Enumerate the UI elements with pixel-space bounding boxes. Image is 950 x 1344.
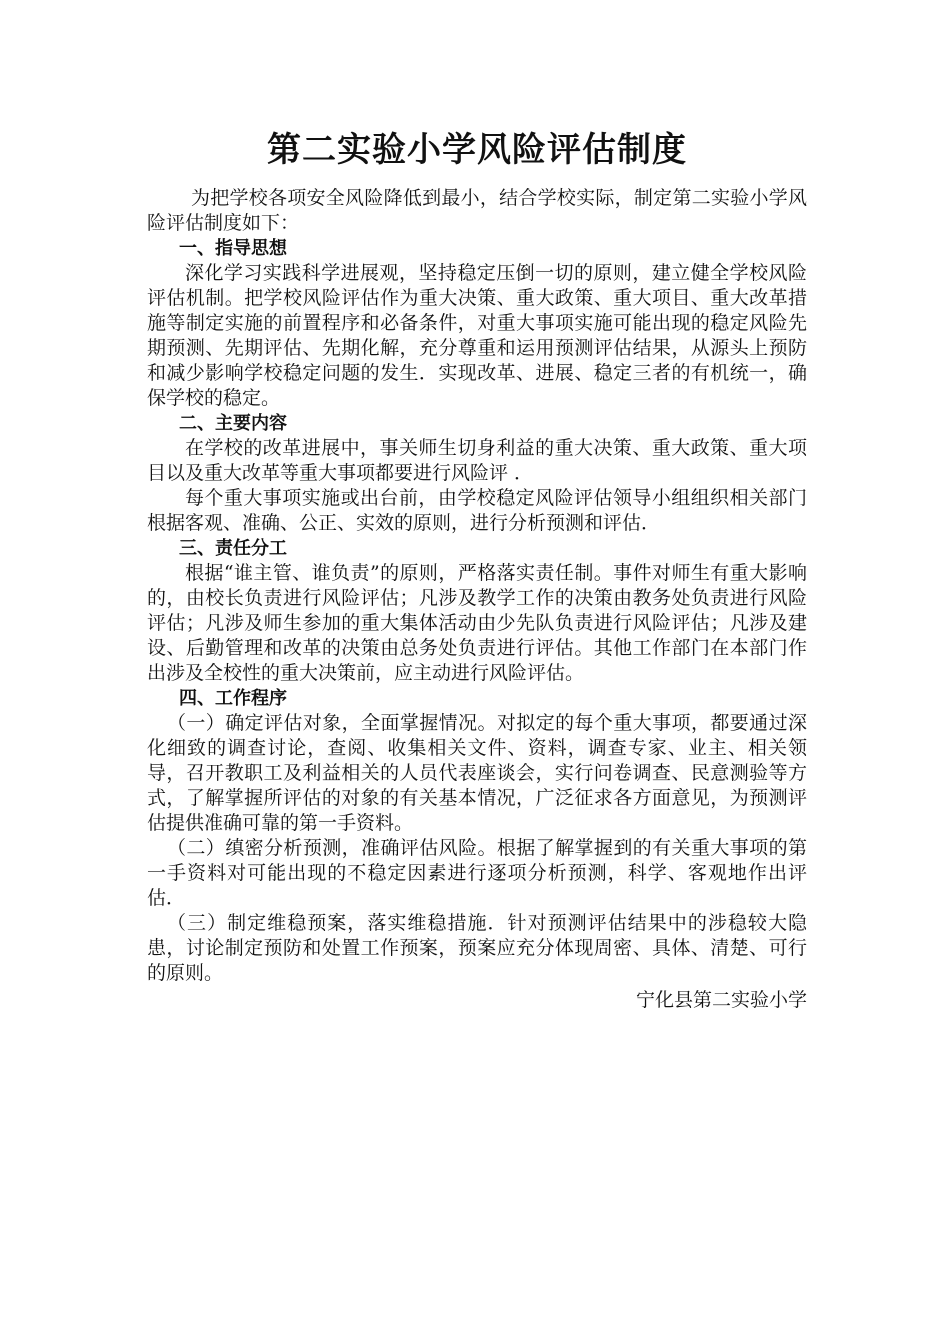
document-page xyxy=(147,126,807,1014)
document-signature: 宁化县第二实验小学 xyxy=(635,989,807,1011)
section-1-paragraph-1: 深化学习实践科学进展观，坚持稳定压倒一切的原则，建立健全学校风险评估机制。把学校风险评估作为重大决策、重大政策、重大项目、重大改革措施等制定实施的前置程序和必备条件，对重大事项实施可能出现的稳定风险先期预测、先期评估、先期化解，充分尊重和运用预测评估结果，从源头上预防和减少影响学校稳定问题的发生．实现改革、进展、稳定三者的有机统一，确保学校的稳定。 xyxy=(147,262,807,409)
section-4-paragraph-2: （二）缜密分析预测，准确评估风险。根据了解掌握到的有关重大事项的第一手资料对可能出现的不稳定因素进行逐项分析预测，科学、客观地作出评估． xyxy=(147,837,807,909)
section-4-paragraph-3: （三）制定维稳预案，落实维稳措施．针对预测评估结果中的涉稳较大隐患，讨论制定预防和处置工作预案，预案应充分体现周密、具体、清楚、可行的原则。 xyxy=(147,912,807,984)
section-2-heading: 二、主要内容 xyxy=(179,413,287,434)
section-3-heading: 三、责任分工 xyxy=(179,538,287,559)
document-title: 第二实验小学风险评估制度 xyxy=(267,130,687,170)
section-3-paragraph-1: 根据“谁主管、谁负责”的原则，严格落实责任制。事件对师生有重大影响的，由校长负责进行风险评估；凡涉及教学工作的决策由教务处负责进行风险评估；凡涉及师生参加的重大集体活动由少先队负责进行风险评估；凡涉及建设、后勤管理和改革的决策由总务处负责进行评估。其他工作部门在本部门作出涉及全校性的重大决策前，应主动进行风险评估。 xyxy=(147,562,807,684)
section-4-heading: 四、工作程序 xyxy=(179,688,287,709)
section-1-heading: 一、指导思想 xyxy=(179,238,287,259)
section-4-paragraph-1: （一）确定评估对象，全面掌握情况。对拟定的每个重大事项，都要通过深化细致的调查讨论，查阅、收集相关文件、资料，调查专家、业主、相关领导，召开教职工及利益相关的人员代表座谈会，实行问卷调查、民意测验等方式，了解掌握所评估的对象的有关基本情况，广泛征求各方面意见，为预测评估提供准确可靠的第一手资料。 xyxy=(147,712,807,834)
intro-paragraph: 为把学校各项安全风险降低到最小，结合学校实际，制定第二实验小学风险评估制度如下： xyxy=(147,187,807,234)
section-2-paragraph-2: 每个重大事项实施或出台前，由学校稳定风险评估领导小组组织相关部门根据客观、准确、公正、实效的原则，进行分析预测和评估． xyxy=(147,487,807,534)
section-2-paragraph-1: 在学校的改革进展中，事关师生切身利益的重大决策、重大政策、重大项目以及重大改革等重大事项都要进行风险评 ． xyxy=(147,437,807,484)
